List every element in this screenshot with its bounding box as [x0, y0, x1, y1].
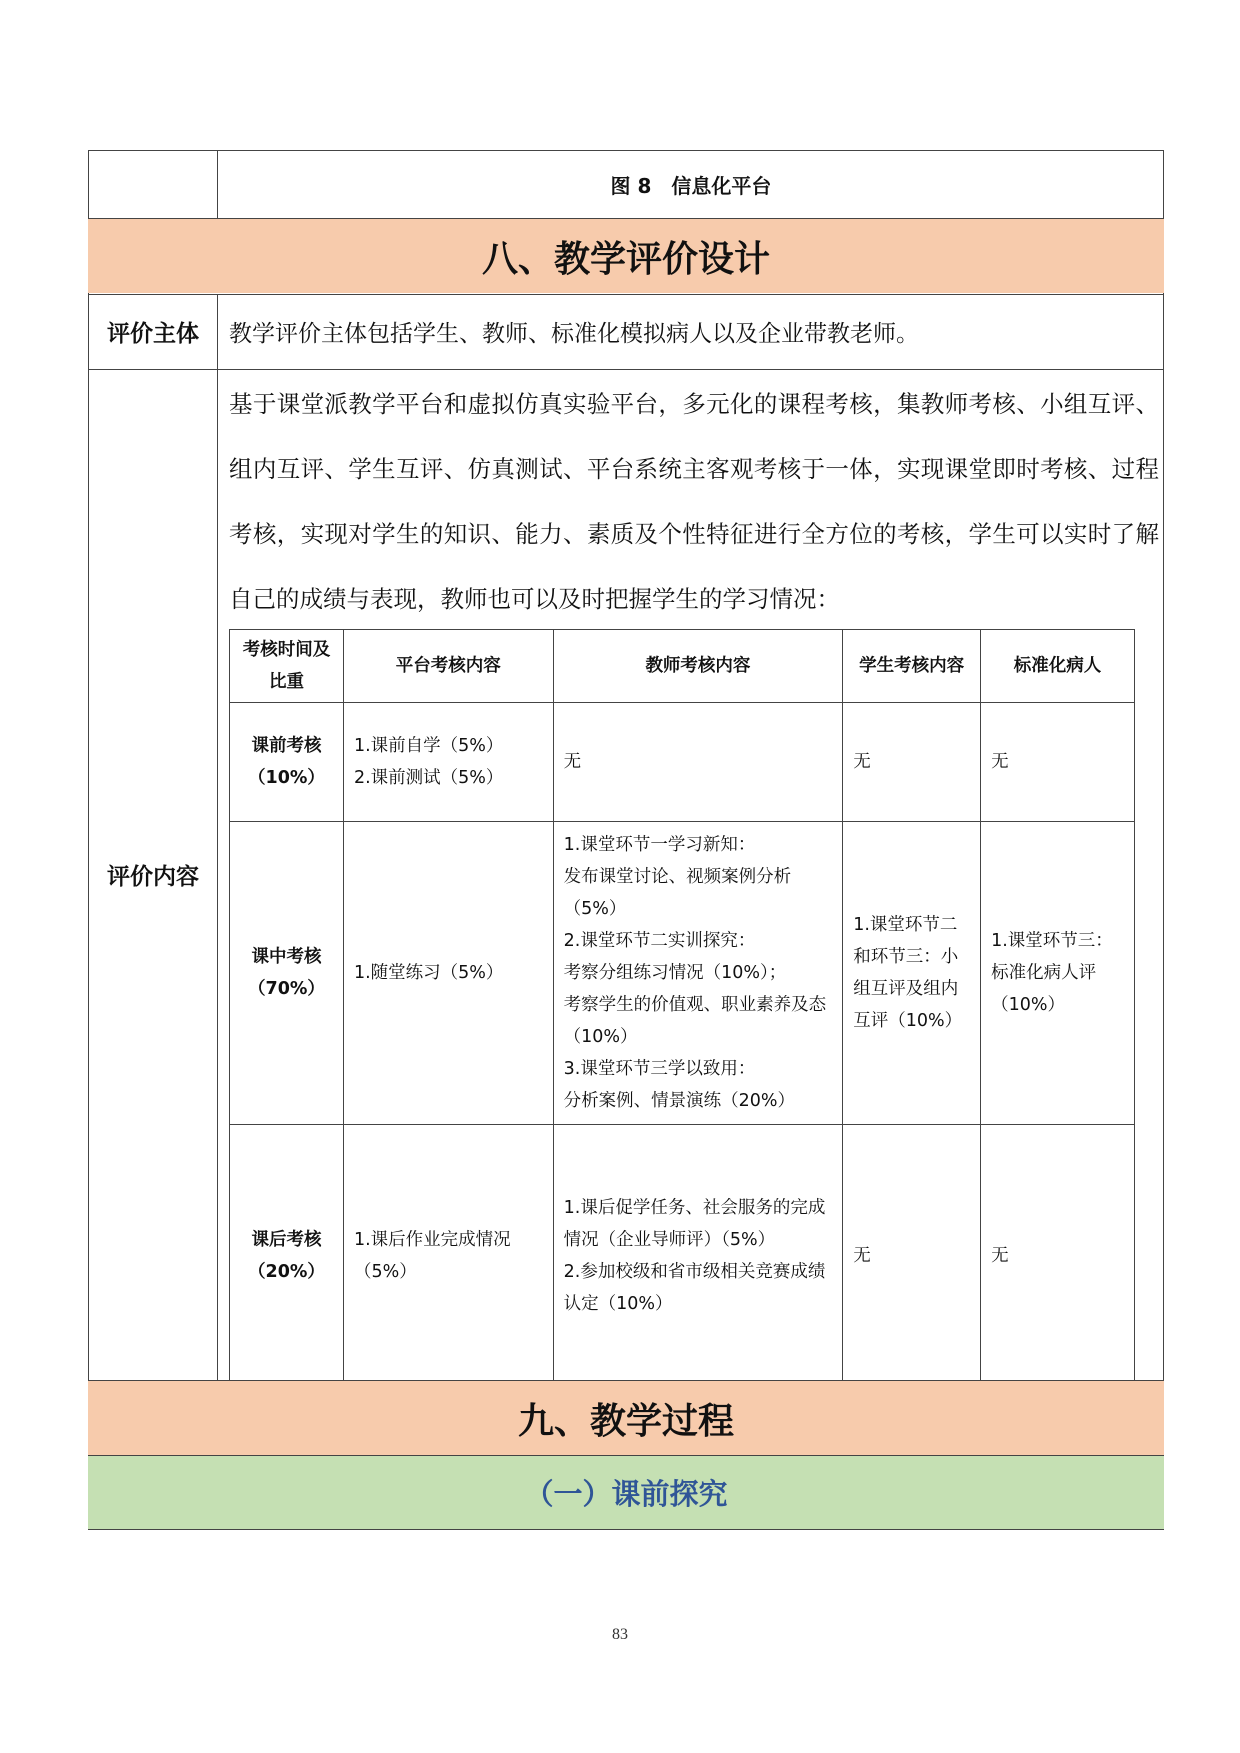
teacher-cell	[553, 822, 843, 1125]
period-weight: （10%）	[248, 768, 325, 788]
student-cell: 无	[843, 1125, 981, 1387]
cell-line: 1.课堂环节一学习新知：	[563, 835, 756, 855]
divider	[88, 369, 1164, 370]
student-cell: 1.课堂环节二和环节三：小组互评及组内互评（10%）	[843, 822, 981, 1125]
assessment-table	[229, 629, 1135, 1387]
eval-content-label: 评价内容	[107, 864, 199, 890]
period-name: 课前考核	[251, 736, 322, 756]
period-cell	[230, 822, 344, 1125]
cell-line: 2.课前测试（5%）	[353, 768, 504, 788]
table-row	[230, 703, 1135, 822]
cell-line: 1.课前自学（5%）	[353, 736, 504, 756]
sp-cell: 无	[981, 1125, 1135, 1387]
header-student: 学生考核内容	[843, 630, 981, 703]
cell-line: 分析案例、情景演练（20%）	[563, 1091, 796, 1111]
period-name: 课中考核	[251, 947, 322, 967]
header-teacher: 教师考核内容	[553, 630, 843, 703]
cell-line: 考察学生的价值观、职业素养及态（10%）	[563, 995, 827, 1047]
figure-caption: 图 8 信息化平台	[610, 173, 772, 198]
header-platform: 平台考核内容	[343, 630, 553, 703]
cell-line: 3.课堂环节三学以致用：	[563, 1059, 756, 1079]
platform-cell	[343, 703, 553, 822]
page-number: 83	[612, 1626, 628, 1643]
teacher-cell: 无	[553, 703, 843, 822]
period-name: 课后考核	[251, 1229, 322, 1250]
cell-line: 1.课后促学任务、社会服务的完成情况（企业导师评）（5%）	[563, 1197, 826, 1250]
header-sp: 标准化病人	[981, 630, 1135, 703]
period-cell	[230, 1125, 344, 1387]
period-weight: （70%）	[248, 979, 325, 999]
table-header-row	[230, 630, 1135, 703]
period-weight: （20%）	[248, 1261, 325, 1282]
cell-line: 考察分组练习情况（10%）；	[563, 963, 787, 983]
eval-subject-text: 教学评价主体包括学生、教师、标准化模拟病人以及企业带教老师。	[229, 321, 919, 347]
cell-line: 2.课堂环节二实训探究：	[563, 931, 756, 951]
table-row	[230, 822, 1135, 1125]
teacher-cell	[553, 1125, 843, 1387]
divider	[217, 150, 218, 218]
subsection-heading: （一）课前探究	[88, 1456, 1164, 1529]
cell-line: 发布课堂讨论、视频案例分析（5%）	[563, 867, 792, 919]
eval-content-paragraph: 基于课堂派教学平台和虚拟仿真实验平台，多元化的课程考核，集教师考核、小组互评、组内互评、学生互评、仿真测试、平台系统主客观考核于一体，实现课堂即时考核、过程考核，实现对学生的知识、能力、素质及个性特征进行全方位的考核，学生可以实时了解自己的成绩与表现，教师也可以及时把握学生的学习情况：	[229, 390, 1159, 613]
platform-cell: 1.课后作业完成情况（5%）	[343, 1125, 553, 1387]
student-cell: 无	[843, 703, 981, 822]
table-row	[230, 1125, 1135, 1387]
period-cell	[230, 703, 344, 822]
header-period: 考核时间及比重	[230, 630, 344, 703]
section-9-heading: 九、教学过程	[88, 1381, 1164, 1455]
sp-cell: 1.课堂环节三：标准化病人评（10%）	[981, 822, 1135, 1125]
eval-subject-label: 评价主体	[107, 321, 199, 347]
sp-cell: 无	[981, 703, 1135, 822]
platform-cell: 1.随堂练习（5%）	[343, 822, 553, 1125]
section-8-heading: 八、教学评价设计	[88, 219, 1164, 293]
cell-line: 2.参加校级和省市级相关竞赛成绩认定（10%）	[563, 1261, 826, 1314]
